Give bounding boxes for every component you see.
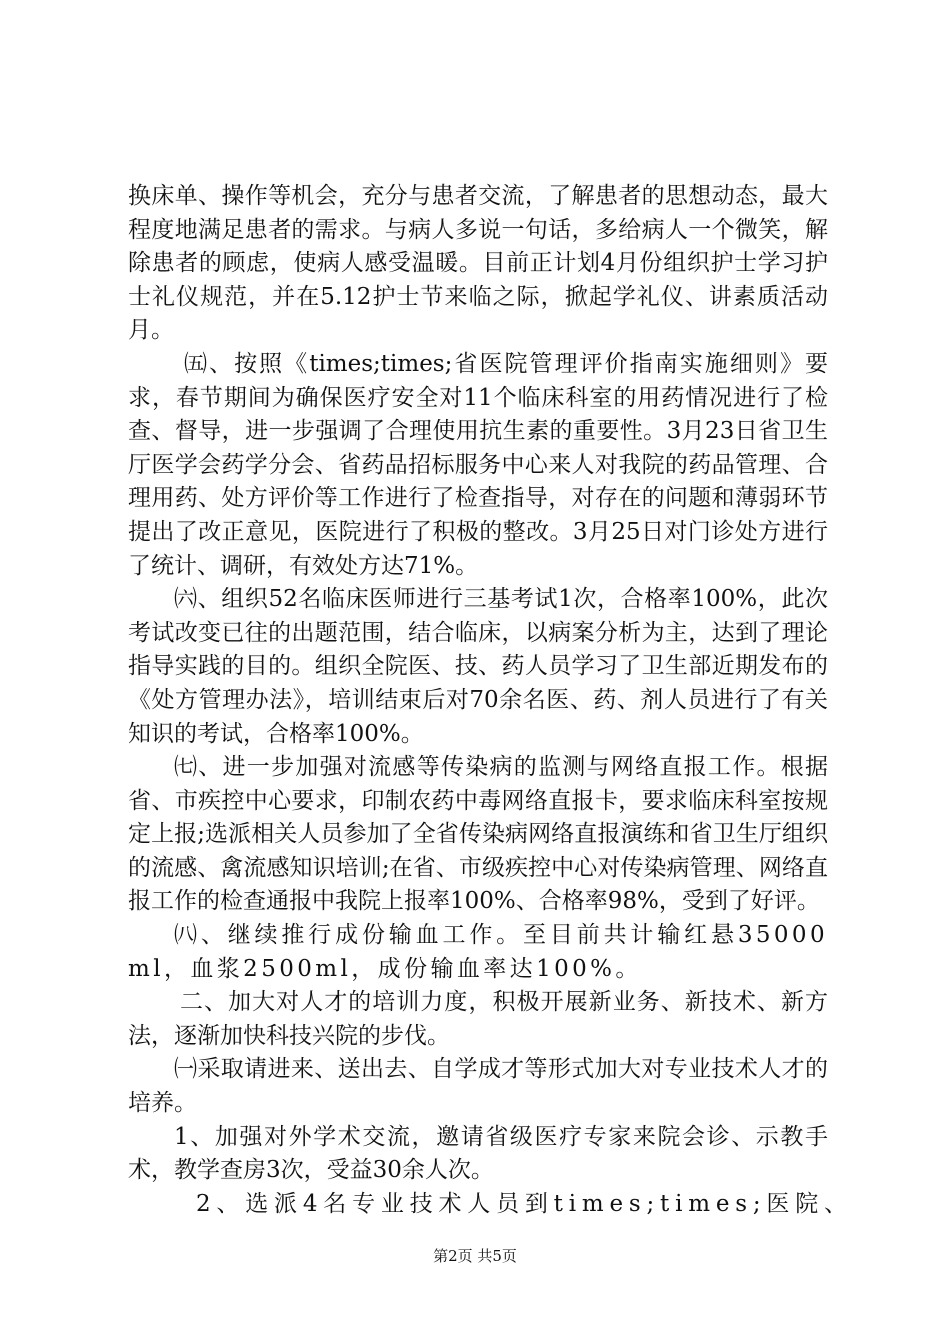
paragraph-heading-2: 二、加大对人才的培训力度，积极开展新业务、新技术、新方法，逐渐加快科技兴院的步伐。 (128, 989, 828, 1049)
paragraph-item-2: 2、选派4名专业技术人员到times;times;医院、 (196, 1190, 853, 1217)
paragraph-section-6: ㈥、组织52名临床医师进行三基考试1次，合格率100%，此次考试改变已往的出题范围，结合临床，以病案分析为主，达到了理论指导实践的目的。组织全院医、技、药人员学习了卫生部近期发布的《处方管理办法》，培训结束后对70余名医、药、剂人员进行了有关知识的考试，合格率100%。 (128, 586, 828, 747)
paragraph-section-8: ㈧、继续推行成份输血工作。至目前共计输红悬35000ml，血浆2500ml，成份输血率达100%。 (128, 922, 828, 982)
paragraph-section-5: ㈤、按照《times;times;省医院管理评价指南实施细则》要求，春节期间为确保医疗安全对11个临床科室的用药情况进行了检查、督导，进一步强调了合理使用抗生素的重要性。3月23日省卫生厅医学会药学分会、省药品招标服务中心来人对我院的药品管理、合理用药、处方评价等工作进行了检查指导，对存在的问题和薄弱环节提出了改正意见，医院进行了积极的整改。3月25日对门诊处方进行了统计、调研，有效处方达71%。 (128, 350, 828, 579)
paragraph-section-7: ㈦、进一步加强对流感等传染病的监测与网络直报工作。根据省、市疾控中心要求，印制农药中毒网络直报卡，要求临床科室按规定上报;选派相关人员参加了全省传染病网络直报演练和省卫生厅组织的流感、禽流感知识培训;在省、市级疾控中心对传染病管理、网络直报工作的检查通报中我院上报率100%、合格率98%，受到了好评。 (128, 754, 828, 915)
document-body (128, 180, 853, 1221)
paragraph-nursing-communication: 换床单、操作等机会，充分与患者交流，了解患者的思想动态，最大程度地满足患者的需求。与病人多说一句话，多给病人一个微笑，解除患者的顾虑，使病人感受温暖。目前正计划4月份组织护士学习护士礼仪规范，并在5.12护士节来临之际，掀起学礼仪、讲素质活动月。 (128, 183, 828, 344)
paragraph-item-1: 1、加强对外学术交流，邀请省级医疗专家来院会诊、示教手术，教学查房3次，受益30余人次。 (128, 1123, 828, 1184)
page-footer: 第2页 共5页 (433, 1247, 517, 1265)
paragraph-subsection-1: ㈠采取请进来、送出去、自学成才等形式加大对专业技术人才的培养。 (128, 1056, 828, 1117)
